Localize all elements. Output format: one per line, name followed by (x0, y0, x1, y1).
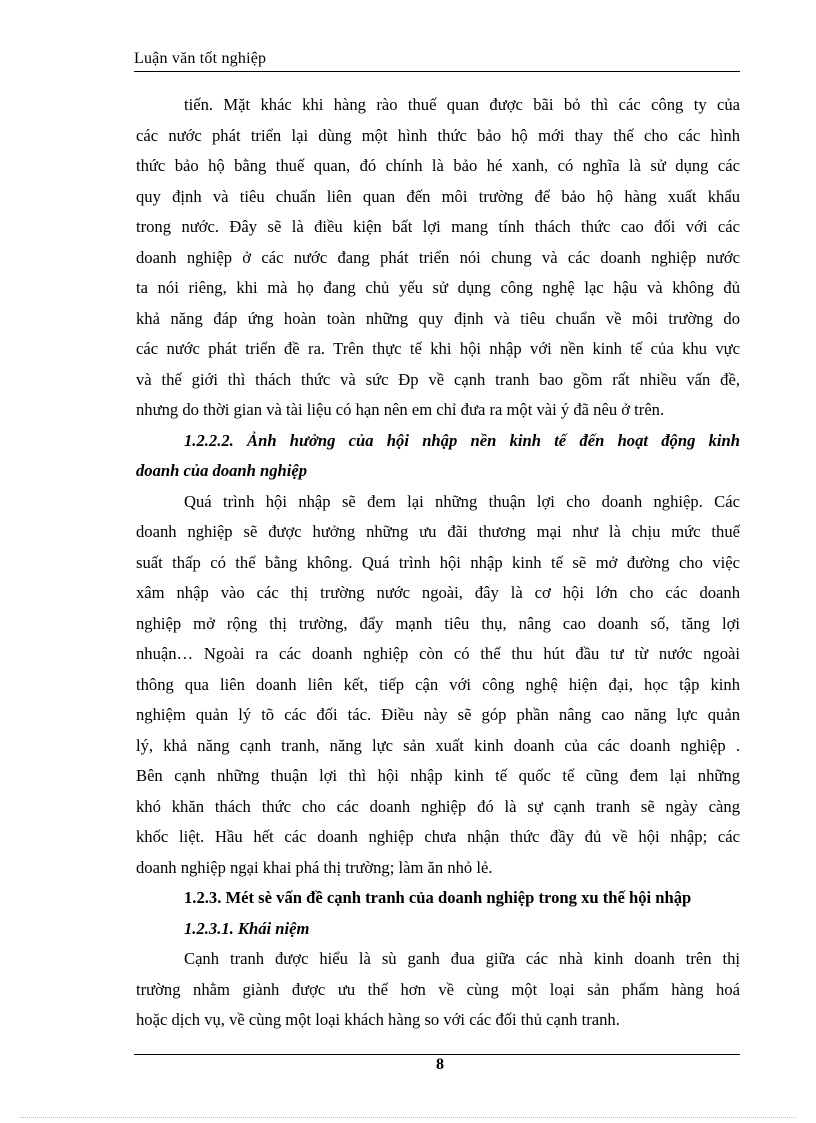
body-line: khả năng đáp ứng hoàn toàn những quy định và tiêu chuẩn về môi trường do (136, 308, 740, 328)
body-line: Bên cạnh những thuận lợi thì hội nhập kinh tế quốc tế cũng đem lại những (136, 766, 740, 785)
body-line: thông qua liên doanh liên kết, tiếp cận với công nghệ hiện đại, học tập kinh (136, 674, 740, 694)
body-line: khốc liệt. Hầu hết các doanh nghiệp chưa nhận thức đầy đủ về hội nhập; các (136, 827, 740, 846)
body-line: và thế giới thì thách thức và sức Đp về cạnh tranh bao gồm rất nhiều vấn đề, (136, 369, 740, 389)
body-line: doanh nghiệp sẽ được hưởng những ưu đãi thương mại như là chịu mức thuế (136, 522, 740, 541)
body-line: trường nhằm giành được ưu thế hơn về cùng một loại sản phẩm hàng hoá (136, 979, 740, 999)
body-line: khó khăn thách thức cho các doanh nghiệp đó là sự cạnh tranh sẽ ngày càng (136, 796, 740, 816)
section-heading: doanh của doanh nghiệp (136, 461, 308, 480)
page-boundary (20, 1117, 796, 1118)
body-line: trong nước. Đây sẽ là điều kiện bất lợi mang tính thách thức cao đối với các (136, 217, 740, 236)
body-line: các nước phát triển đề ra. Trên thực tế khi hội nhập với nền kinh tế của khu vực (136, 339, 740, 358)
body-line: suất thấp có thể bằng không. Quá trình hội nhập kinh tế sẽ mở đường cho việc (136, 552, 740, 572)
body-line: Cạnh tranh được hiểu là sù ganh đua giữa các nhà kinh doanh trên thị (184, 949, 740, 968)
section-heading: 1.2.2.2. Ảnh hưởng của hội nhập nền kinh tế đến hoạt động kinh (184, 430, 740, 450)
body-line: xâm nhập vào các thị trường nước ngoài, đây là cơ hội lớn cho các doanh (136, 583, 740, 602)
section-heading: 1.2.3. Mét sè vấn đề cạnh tranh của doanh nghiệp trong xu thế hội nhập (184, 888, 692, 907)
document-body (136, 90, 740, 1036)
body-line: nghiệp mở rộng thị trường, đẩy mạnh tiêu thụ, nâng cao doanh số, tăng lợi (136, 613, 740, 633)
header-rule (134, 71, 740, 72)
header-title: Luận văn tốt nghiệp (134, 50, 267, 67)
footer-rule (134, 1054, 740, 1055)
page-header (134, 48, 740, 72)
body-line: tiến. Mặt khác khi hàng rào thuế quan được bãi bỏ thì các công ty của (184, 95, 740, 114)
body-line: nhuận… Ngoài ra các doanh nghiệp còn có thể thu hút đầu tư từ nước ngoài (136, 644, 740, 663)
page-number: 8 (436, 1056, 444, 1073)
body-line: lý, khả năng cạnh tranh, năng lực sản xuất kinh doanh của các doanh nghiệp . (136, 735, 740, 755)
body-line: doanh nghiệp ở các nước đang phát triển nói chung và các doanh nghiệp nước (136, 247, 740, 267)
body-line: các nước phát triển lại dùng một hình thức bảo hộ mới thay thế cho các hình (136, 125, 740, 145)
body-line: hoặc dịch vụ, về cùng một loại khách hàng so với các đối thủ cạnh tranh. (136, 1010, 620, 1029)
body-line: thức bảo hộ bằng thuế quan, đó chính là bảo hé xanh, có nghĩa là sử dụng các (136, 156, 740, 175)
body-line: nhưng do thời gian và tài liệu có hạn nên em chỉ đưa ra một vài ý đã nêu ở trên. (136, 400, 665, 419)
body-line: nghiệm quản lý tõ các đối tác. Điều này sẽ góp phần nâng cao năng lực quản (136, 705, 740, 724)
body-line: ta nói riêng, khi mà họ đang chủ yếu sử dụng công nghệ lạc hậu và không đủ (136, 278, 740, 297)
body-line: quy định và tiêu chuẩn liên quan đến môi trường để bảo hộ hàng xuất khẩu (136, 186, 740, 206)
subsection-heading: 1.2.3.1. Khái niệm (184, 918, 310, 938)
body-line: Quá trình hội nhập sẽ đem lại những thuận lợi cho doanh nghiệp. Các (184, 491, 740, 511)
body-line: doanh nghiệp ngại khai phá thị trường; làm ăn nhỏ lẻ. (136, 857, 493, 877)
